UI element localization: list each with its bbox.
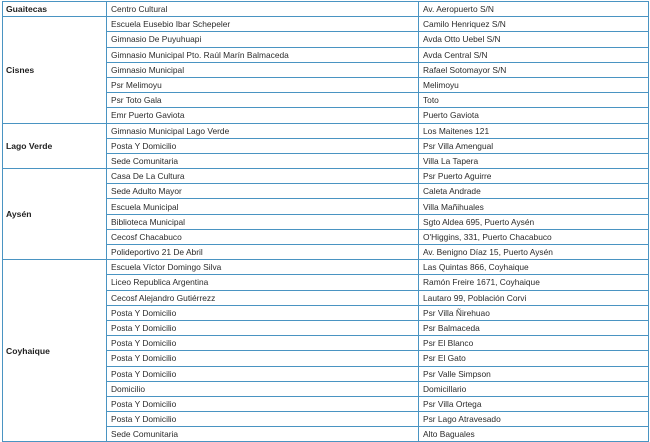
address-cell: Psr Villa Amengual [419,138,649,153]
address-cell: Camilo Henriquez S/N [419,17,649,32]
location-name-cell: Gimnasio Municipal Lago Verde [107,123,419,138]
address-cell: Avda Central S/N [419,47,649,62]
address-cell: Toto [419,93,649,108]
location-name-cell: Gimnasio Municipal Pto. Raúl Marín Balmaceda [107,47,419,62]
address-cell: O'Higgins, 331, Puerto Chacabuco [419,229,649,244]
address-cell: Av. Benigno Díaz 15, Puerto Aysén [419,245,649,260]
address-cell: Av. Aeropuerto S/N [419,2,649,17]
location-name-cell: Gimnasio Municipal [107,62,419,77]
location-name-cell: Gimnasio De Puyuhuapi [107,32,419,47]
address-cell: Villa La Tapera [419,153,649,168]
address-cell: Psr Puerto Aguirre [419,169,649,184]
location-name-cell: Psr Melimoyu [107,77,419,92]
address-cell: Psr Balmaceda [419,320,649,335]
location-name-cell: Polideportivo 21 De Abril [107,245,419,260]
address-cell: Caleta Andrade [419,184,649,199]
location-name-cell: Liceo Republica Argentina [107,275,419,290]
location-name-cell: Cecosf Chacabuco [107,229,419,244]
address-cell: Rafael Sotomayor S/N [419,62,649,77]
comuna-cell: Guaitecas [3,2,107,17]
location-name-cell: Posta Y Domicilio [107,396,419,411]
location-name-cell: Emr Puerto Gaviota [107,108,419,123]
location-name-cell: Sede Comunitaria [107,427,419,442]
location-name-cell: Casa De La Cultura [107,169,419,184]
location-name-cell: Posta Y Domicilio [107,351,419,366]
location-name-cell: Cecosf Alejandro Gutiérrezz [107,290,419,305]
location-name-cell: Escuela Municipal [107,199,419,214]
location-name-cell: Sede Adulto Mayor [107,184,419,199]
address-cell: Lautaro 99, Población Corvi [419,290,649,305]
vaccination-locations-table [2,1,649,442]
address-cell: Psr Villa Ñirehuao [419,305,649,320]
address-cell: Psr El Blanco [419,336,649,351]
address-cell: Alto Baguales [419,427,649,442]
address-cell: Psr Lago Atravesado [419,412,649,427]
comuna-cell: Cisnes [3,17,107,123]
address-cell: Melimoyu [419,77,649,92]
table-row [3,2,649,17]
comuna-cell: Lago Verde [3,123,107,169]
location-name-cell: Domicilio [107,381,419,396]
address-cell: Ramón Freire 1671, Coyhaique [419,275,649,290]
location-name-cell: Biblioteca Municipal [107,214,419,229]
address-cell: Domicillario [419,381,649,396]
location-name-cell: Posta Y Domicilio [107,336,419,351]
location-name-cell: Escuela Víctor Domingo Silva [107,260,419,275]
table-row [3,260,649,275]
table-row [3,17,649,32]
comuna-cell: Coyhaique [3,260,107,442]
address-cell: Avda Otto Uebel S/N [419,32,649,47]
address-cell: Psr Valle Simpson [419,366,649,381]
address-cell: Puerto Gaviota [419,108,649,123]
comuna-cell: Aysén [3,169,107,260]
location-name-cell: Sede Comunitaria [107,153,419,168]
address-cell: Psr Villa Ortega [419,396,649,411]
address-cell: Villa Mañihuales [419,199,649,214]
address-cell: Psr El Gato [419,351,649,366]
table-row [3,169,649,184]
location-name-cell: Escuela Eusebio Ibar Schepeler [107,17,419,32]
location-name-cell: Posta Y Domicilio [107,412,419,427]
location-name-cell: Centro Cultural [107,2,419,17]
address-cell: Las Quintas 866, Coyhaique [419,260,649,275]
location-name-cell: Posta Y Domicilio [107,305,419,320]
location-name-cell: Posta Y Domicilio [107,138,419,153]
table-body [3,2,649,442]
address-cell: Los Maitenes 121 [419,123,649,138]
table-row [3,123,649,138]
location-name-cell: Posta Y Domicilio [107,320,419,335]
location-name-cell: Psr Toto Gala [107,93,419,108]
address-cell: Sgto Aldea 695, Puerto Aysén [419,214,649,229]
location-name-cell: Posta Y Domicilio [107,366,419,381]
